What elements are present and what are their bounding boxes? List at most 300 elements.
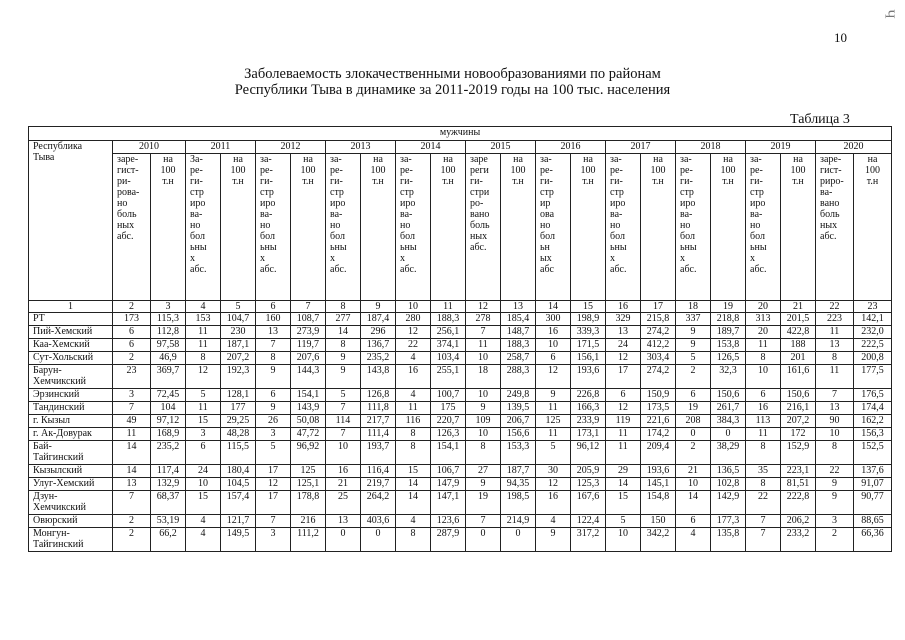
registered-abs-header: за- ре- ги- стр ир ова но бол ьн ых абс <box>536 154 571 301</box>
cell-per-100k: 150,9 <box>641 389 676 402</box>
cell-abs: 3 <box>256 428 291 441</box>
cell-abs: 17 <box>256 491 291 515</box>
cell-abs: 300 <box>536 313 571 326</box>
cell-abs: 12 <box>606 402 641 415</box>
cell-per-100k: 0 <box>501 528 536 552</box>
cell-per-100k: 303,4 <box>641 352 676 365</box>
cell-abs: 9 <box>466 478 501 491</box>
cell-per-100k: 161,6 <box>781 365 816 389</box>
cell-per-100k: 121,7 <box>221 515 256 528</box>
cell-per-100k: 135,8 <box>711 528 746 552</box>
cell-abs: 16 <box>326 465 361 478</box>
cell-abs: 2 <box>816 528 854 552</box>
cell-abs: 4 <box>676 528 711 552</box>
cell-per-100k: 150,6 <box>781 389 816 402</box>
cell-abs: 11 <box>816 365 854 389</box>
incidence-table <box>28 126 892 552</box>
cell-per-100k: 97,12 <box>151 415 186 428</box>
cell-per-100k: 221,6 <box>641 415 676 428</box>
cell-per-100k: 128,1 <box>221 389 256 402</box>
per-100k-header: на 100 т.н <box>431 154 466 301</box>
cell-abs: 12 <box>256 478 291 491</box>
cell-abs: 329 <box>606 313 641 326</box>
cell-per-100k: 106,7 <box>431 465 466 478</box>
cell-per-100k: 137,6 <box>854 465 892 478</box>
cell-abs: 2 <box>113 515 151 528</box>
cell-abs: 11 <box>746 339 781 352</box>
cell-per-100k: 94,35 <box>501 478 536 491</box>
cell-abs: 11 <box>606 441 641 465</box>
cell-per-100k: 222,8 <box>781 491 816 515</box>
cell-per-100k: 104,5 <box>221 478 256 491</box>
cell-abs: 14 <box>113 465 151 478</box>
cell-per-100k: 193,6 <box>571 365 606 389</box>
cell-abs: 8 <box>396 441 431 465</box>
column-number: 4 <box>186 301 221 313</box>
cell-per-100k: 38,29 <box>711 441 746 465</box>
cell-per-100k: 177,5 <box>854 365 892 389</box>
cell-abs: 6 <box>256 389 291 402</box>
cell-per-100k: 288,3 <box>501 365 536 389</box>
cell-per-100k: 136,5 <box>711 465 746 478</box>
cell-per-100k: 66,2 <box>151 528 186 552</box>
cell-abs: 8 <box>746 352 781 365</box>
region-name: Дзун- Хемчикский <box>29 491 113 515</box>
cell-abs: 6 <box>113 326 151 339</box>
cell-per-100k: 139,5 <box>501 402 536 415</box>
cell-abs: 13 <box>256 326 291 339</box>
cell-per-100k: 206,7 <box>501 415 536 428</box>
cell-abs: 17 <box>606 365 641 389</box>
cell-per-100k: 173,1 <box>571 428 606 441</box>
cell-abs: 4 <box>536 515 571 528</box>
cell-abs: 7 <box>746 528 781 552</box>
cell-abs: 13 <box>816 339 854 352</box>
section-header: мужчины <box>29 127 892 141</box>
cell-abs: 11 <box>186 402 221 415</box>
cell-per-100k: 233,2 <box>781 528 816 552</box>
cell-per-100k: 166,3 <box>571 402 606 415</box>
cell-per-100k: 207,2 <box>221 352 256 365</box>
cell-per-100k: 177 <box>221 402 256 415</box>
year-header: 2012 <box>256 141 326 154</box>
cell-abs: 8 <box>396 528 431 552</box>
cell-abs: 9 <box>536 389 571 402</box>
cell-abs: 7 <box>466 515 501 528</box>
cell-abs: 337 <box>676 313 711 326</box>
cell-per-100k: 339,3 <box>571 326 606 339</box>
table-row <box>29 441 892 465</box>
cell-abs: 11 <box>536 402 571 415</box>
cell-abs: 12 <box>396 326 431 339</box>
cell-per-100k: 220,7 <box>431 415 466 428</box>
margin-handwritten-mark: Ч <box>881 9 897 19</box>
cell-abs: 160 <box>256 313 291 326</box>
cell-per-100k: 100,7 <box>431 389 466 402</box>
cell-per-100k: 145,1 <box>641 478 676 491</box>
registered-abs-header: за- ре- ги- стр иро ва- но бол ьны х абс. <box>256 154 291 301</box>
cell-abs: 13 <box>816 402 854 415</box>
per-100k-header: на 100 т.н <box>641 154 676 301</box>
cell-abs: 12 <box>536 478 571 491</box>
cell-per-100k: 0 <box>361 528 396 552</box>
cell-per-100k: 50,08 <box>291 415 326 428</box>
column-number: 3 <box>151 301 186 313</box>
region-name: г. Кызыл <box>29 415 113 428</box>
cell-per-100k: 232,0 <box>854 326 892 339</box>
cell-abs: 8 <box>746 441 781 465</box>
table-row <box>29 389 892 402</box>
cell-per-100k: 287,9 <box>431 528 466 552</box>
cell-abs: 9 <box>816 478 854 491</box>
cell-per-100k: 132,9 <box>151 478 186 491</box>
cell-per-100k: 125,1 <box>291 478 326 491</box>
cell-abs: 8 <box>186 352 221 365</box>
per-100k-header: на 100 т.н <box>854 154 892 301</box>
per-100k-header: на 100 т.н <box>781 154 816 301</box>
cell-per-100k: 176,5 <box>854 389 892 402</box>
cell-per-100k: 47,72 <box>291 428 326 441</box>
cell-abs: 49 <box>113 415 151 428</box>
cell-abs: 0 <box>326 528 361 552</box>
cell-abs: 5 <box>536 441 571 465</box>
table-row <box>29 365 892 389</box>
cell-abs: 20 <box>746 326 781 339</box>
cell-abs: 7 <box>466 326 501 339</box>
cell-per-100k: 274,2 <box>641 365 676 389</box>
cell-abs: 6 <box>186 441 221 465</box>
cell-abs: 11 <box>186 326 221 339</box>
cell-per-100k: 185,4 <box>501 313 536 326</box>
registered-abs-header: заре реги ги- стри ро- вано боль ных абс. <box>466 154 501 301</box>
cell-per-100k: 112,8 <box>151 326 186 339</box>
cell-abs: 3 <box>113 389 151 402</box>
cell-per-100k: 143,9 <box>291 402 326 415</box>
cell-abs: 10 <box>676 478 711 491</box>
cell-per-100k: 235,2 <box>361 352 396 365</box>
cell-per-100k: 111,2 <box>291 528 326 552</box>
cell-abs: 25 <box>326 491 361 515</box>
cell-abs: 9 <box>326 352 361 365</box>
cell-per-100k: 126,3 <box>431 428 466 441</box>
cell-per-100k: 123,6 <box>431 515 466 528</box>
region-header-line-2: Тыва <box>33 152 55 163</box>
cell-per-100k: 81,51 <box>781 478 816 491</box>
document-title-line-1: Заболеваемость злокачественными новообразованиями по районам <box>244 66 661 82</box>
cell-per-100k: 162,2 <box>854 415 892 428</box>
cell-per-100k: 143,8 <box>361 365 396 389</box>
registered-abs-header: за- ре- ги- стр иро ва- но бол ьны х абс. <box>676 154 711 301</box>
cell-per-100k: 167,6 <box>571 491 606 515</box>
cell-abs: 5 <box>326 389 361 402</box>
cell-per-100k: 156,6 <box>501 428 536 441</box>
cell-per-100k: 117,4 <box>151 465 186 478</box>
cell-abs: 15 <box>396 465 431 478</box>
cell-abs: 9 <box>256 402 291 415</box>
cell-per-100k: 188,3 <box>501 339 536 352</box>
cell-abs: 5 <box>186 389 221 402</box>
cell-abs: 7 <box>326 402 361 415</box>
cell-per-100k: 205,9 <box>571 465 606 478</box>
cell-per-100k: 173,5 <box>641 402 676 415</box>
registered-abs-header: за- ре- ги- стр иро ва- но бол ьны х абс. <box>746 154 781 301</box>
cell-per-100k: 214,9 <box>501 515 536 528</box>
region-name: Каа-Хемский <box>29 339 113 352</box>
cell-abs: 6 <box>676 389 711 402</box>
year-header: 2016 <box>536 141 606 154</box>
cell-abs: 173 <box>113 313 151 326</box>
column-number: 7 <box>291 301 326 313</box>
cell-per-100k: 125 <box>291 465 326 478</box>
cell-per-100k: 216 <box>291 515 326 528</box>
cell-per-100k: 142,9 <box>711 491 746 515</box>
cell-abs: 10 <box>816 428 854 441</box>
cell-abs: 10 <box>466 428 501 441</box>
cell-abs: 8 <box>816 441 854 465</box>
year-header: 2017 <box>606 141 676 154</box>
column-number: 2 <box>113 301 151 313</box>
cell-per-100k: 219,7 <box>361 478 396 491</box>
cell-abs: 10 <box>186 478 221 491</box>
cell-abs: 11 <box>746 428 781 441</box>
cell-per-100k: 209,4 <box>641 441 676 465</box>
cell-abs: 35 <box>746 465 781 478</box>
document-title-line-2: Республики Тыва в динамике за 2011-2019 годы на 100 тыс. населения <box>234 82 671 98</box>
cell-abs: 8 <box>326 339 361 352</box>
cell-per-100k: 384,3 <box>711 415 746 428</box>
cell-per-100k: 193,6 <box>641 465 676 478</box>
column-number: 15 <box>571 301 606 313</box>
cell-abs: 16 <box>396 365 431 389</box>
cell-abs: 90 <box>816 415 854 428</box>
cell-abs: 5 <box>676 352 711 365</box>
cell-per-100k: 0 <box>711 428 746 441</box>
cell-abs: 11 <box>186 339 221 352</box>
cell-abs: 17 <box>256 465 291 478</box>
column-number: 6 <box>256 301 291 313</box>
cell-per-100k: 222,5 <box>854 339 892 352</box>
year-header: 2019 <box>746 141 816 154</box>
cell-abs: 7 <box>816 389 854 402</box>
cell-abs: 5 <box>606 515 641 528</box>
cell-abs: 4 <box>396 389 431 402</box>
year-header: 2013 <box>326 141 396 154</box>
cell-per-100k: 111,8 <box>361 402 396 415</box>
cell-per-100k: 192,3 <box>221 365 256 389</box>
cell-per-100k: 90,77 <box>854 491 892 515</box>
cell-abs: 16 <box>536 491 571 515</box>
cell-per-100k: 207,2 <box>781 415 816 428</box>
cell-per-100k: 215,8 <box>641 313 676 326</box>
cell-per-100k: 374,1 <box>431 339 466 352</box>
cell-per-100k: 216,1 <box>781 402 816 415</box>
cell-abs: 280 <box>396 313 431 326</box>
cell-per-100k: 66,36 <box>854 528 892 552</box>
cell-abs: 23 <box>113 365 151 389</box>
cell-abs: 30 <box>536 465 571 478</box>
cell-per-100k: 193,7 <box>361 441 396 465</box>
table-row <box>29 339 892 352</box>
cell-per-100k: 96,92 <box>291 441 326 465</box>
cell-abs: 14 <box>676 491 711 515</box>
region-name: Монгун- Тайгинский <box>29 528 113 552</box>
cell-per-100k: 201 <box>781 352 816 365</box>
column-number: 20 <box>746 301 781 313</box>
cell-abs: 113 <box>746 415 781 428</box>
column-number: 10 <box>396 301 431 313</box>
cell-per-100k: 149,5 <box>221 528 256 552</box>
cell-abs: 22 <box>746 491 781 515</box>
cell-abs: 14 <box>396 478 431 491</box>
cell-abs: 114 <box>326 415 361 428</box>
column-number: 22 <box>816 301 854 313</box>
cell-per-100k: 201,5 <box>781 313 816 326</box>
cell-per-100k: 177,3 <box>711 515 746 528</box>
cell-abs: 9 <box>466 402 501 415</box>
cell-per-100k: 226,8 <box>571 389 606 402</box>
registered-abs-header: За- ре- ги- стр иро ва- но бол ьны х абс. <box>186 154 221 301</box>
table-label: Таблица 3 <box>790 112 850 127</box>
region-name: Пий-Хемский <box>29 326 113 339</box>
cell-per-100k: 153,3 <box>501 441 536 465</box>
cell-per-100k: 223,1 <box>781 465 816 478</box>
cell-per-100k: 48,28 <box>221 428 256 441</box>
registered-abs-header: заре- гист- риро- ва- вано боль ных абс. <box>816 154 854 301</box>
cell-per-100k: 233,9 <box>571 415 606 428</box>
cell-abs: 278 <box>466 313 501 326</box>
cell-abs: 109 <box>466 415 501 428</box>
table-row <box>29 491 892 515</box>
cell-per-100k: 152,5 <box>854 441 892 465</box>
cell-abs: 21 <box>676 465 711 478</box>
cell-per-100k: 198,5 <box>501 491 536 515</box>
cell-abs: 15 <box>606 491 641 515</box>
region-header-line-1: Республика <box>33 141 83 152</box>
cell-abs: 18 <box>466 365 501 389</box>
cell-per-100k: 187,1 <box>221 339 256 352</box>
cell-abs: 116 <box>396 415 431 428</box>
cell-per-100k: 116,4 <box>361 465 396 478</box>
cell-abs: 9 <box>326 365 361 389</box>
cell-abs: 2 <box>113 528 151 552</box>
cell-abs: 19 <box>466 491 501 515</box>
cell-per-100k: 258,7 <box>501 352 536 365</box>
cell-per-100k: 53,19 <box>151 515 186 528</box>
cell-abs: 8 <box>746 478 781 491</box>
cell-abs: 29 <box>606 465 641 478</box>
cell-per-100k: 156,1 <box>571 352 606 365</box>
column-number: 18 <box>676 301 711 313</box>
cell-per-100k: 174,4 <box>854 402 892 415</box>
cell-abs: 9 <box>256 365 291 389</box>
cell-abs: 313 <box>746 313 781 326</box>
cell-abs: 11 <box>536 428 571 441</box>
cell-abs: 22 <box>396 339 431 352</box>
cell-per-100k: 178,8 <box>291 491 326 515</box>
cell-per-100k: 111,4 <box>361 428 396 441</box>
cell-abs: 16 <box>746 402 781 415</box>
year-header: 2014 <box>396 141 466 154</box>
cell-abs: 10 <box>466 389 501 402</box>
cell-per-100k: 104 <box>151 402 186 415</box>
cell-abs: 10 <box>536 339 571 352</box>
cell-abs: 4 <box>396 352 431 365</box>
cell-abs: 11 <box>816 326 854 339</box>
year-header: 2010 <box>113 141 186 154</box>
registered-abs-header: заре- гист- ри- рова- но боль ных абс. <box>113 154 151 301</box>
cell-abs: 13 <box>113 478 151 491</box>
cell-per-100k: 97,58 <box>151 339 186 352</box>
per-100k-header: на 100 т.н <box>151 154 186 301</box>
cell-per-100k: 218,8 <box>711 313 746 326</box>
table-row <box>29 415 892 428</box>
column-number: 14 <box>536 301 571 313</box>
cell-per-100k: 88,65 <box>854 515 892 528</box>
cell-per-100k: 235,2 <box>151 441 186 465</box>
cell-per-100k: 68,37 <box>151 491 186 515</box>
cell-per-100k: 150,6 <box>711 389 746 402</box>
cell-per-100k: 96,12 <box>571 441 606 465</box>
cell-abs: 119 <box>606 415 641 428</box>
cell-per-100k: 198,9 <box>571 313 606 326</box>
cell-abs: 7 <box>326 428 361 441</box>
cell-abs: 6 <box>113 339 151 352</box>
region-name: РТ <box>29 313 113 326</box>
cell-abs: 3 <box>186 428 221 441</box>
cell-abs: 14 <box>113 441 151 465</box>
cell-per-100k: 156,3 <box>854 428 892 441</box>
cell-per-100k: 115,5 <box>221 441 256 465</box>
cell-per-100k: 230 <box>221 326 256 339</box>
column-number: 12 <box>466 301 501 313</box>
region-name: Сут-Хольский <box>29 352 113 365</box>
cell-abs: 6 <box>536 352 571 365</box>
cell-abs: 0 <box>466 528 501 552</box>
registered-abs-header: за- ре- ги- стр иро ва- но бол ьны х абс. <box>606 154 641 301</box>
cell-per-100k: 188,3 <box>431 313 466 326</box>
cell-per-100k: 249,8 <box>501 389 536 402</box>
cell-abs: 8 <box>466 441 501 465</box>
per-100k-header: на 100 т.н <box>501 154 536 301</box>
cell-abs: 5 <box>256 441 291 465</box>
cell-abs: 14 <box>326 326 361 339</box>
region-name: г. Ак-Довурак <box>29 428 113 441</box>
cell-abs: 21 <box>326 478 361 491</box>
cell-per-100k: 256,1 <box>431 326 466 339</box>
cell-abs: 22 <box>816 465 854 478</box>
cell-per-100k: 422,8 <box>781 326 816 339</box>
cell-per-100k: 261,7 <box>711 402 746 415</box>
per-100k-header: на 100 т.н <box>571 154 606 301</box>
cell-abs: 14 <box>396 491 431 515</box>
cell-abs: 223 <box>816 313 854 326</box>
region-name: Тандинский <box>29 402 113 415</box>
cell-abs: 8 <box>256 352 291 365</box>
cell-per-100k: 412,2 <box>641 339 676 352</box>
cell-per-100k: 317,2 <box>571 528 606 552</box>
region-name: Эрзинский <box>29 389 113 402</box>
cell-abs: 4 <box>396 515 431 528</box>
region-name: Бай- Тайгинский <box>29 441 113 465</box>
cell-abs: 277 <box>326 313 361 326</box>
cell-per-100k: 119,7 <box>291 339 326 352</box>
cell-abs: 9 <box>816 491 854 515</box>
cell-per-100k: 342,2 <box>641 528 676 552</box>
table-row <box>29 352 892 365</box>
cell-abs: 11 <box>113 428 151 441</box>
cell-per-100k: 46,9 <box>151 352 186 365</box>
cell-per-100k: 32,3 <box>711 365 746 389</box>
